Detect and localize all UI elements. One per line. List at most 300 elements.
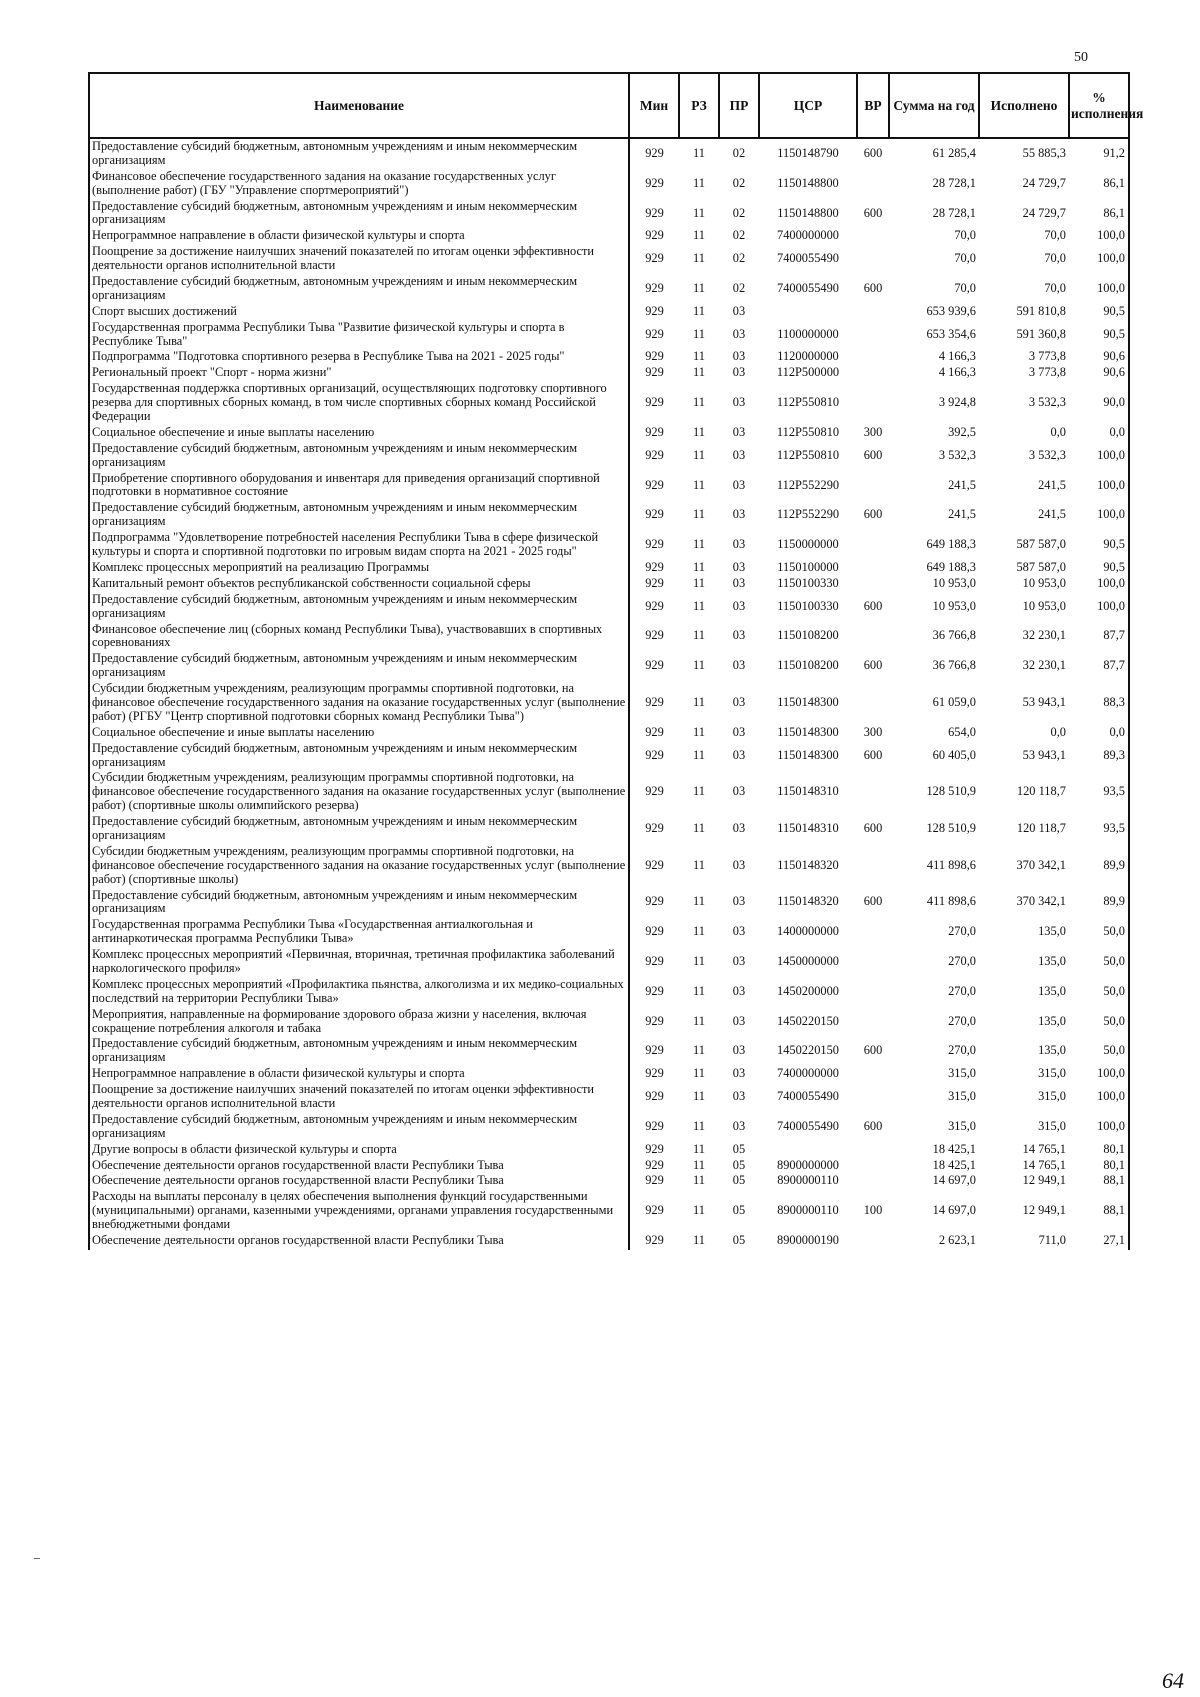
cell-csr: 112P550810 <box>776 424 840 439</box>
cell-done: 3 773,8 <box>1028 349 1066 364</box>
cell-vr: 600 <box>863 658 883 673</box>
cell-sum: 649 188,3 <box>926 537 976 552</box>
cell-pct: 50,0 <box>1069 1036 1129 1066</box>
cell-sum: 4 166,3 <box>938 349 976 364</box>
cell-done: 315,0 <box>1038 1118 1066 1133</box>
cell-rz: 11 <box>693 784 705 799</box>
cell-csr: 1120000000 <box>777 349 839 364</box>
table-body <box>89 138 1129 1249</box>
table-row <box>89 138 1129 169</box>
cell-done: 3 532,3 <box>1028 395 1066 410</box>
cell-sum: 411 898,6 <box>926 894 976 909</box>
cell-csr: 1150148300 <box>777 694 839 709</box>
cell-csr: 112P552290 <box>776 507 840 522</box>
cell-name: Спорт высших достижений <box>89 304 629 320</box>
cell-csr: 7400055490 <box>777 1089 839 1104</box>
cell-rz: 11 <box>693 1157 705 1172</box>
cell-min: 929 <box>645 857 664 872</box>
table-row <box>89 274 1129 304</box>
cell-min: 929 <box>645 537 664 552</box>
cell-csr: 1150148310 <box>777 821 839 836</box>
cell-csr: 1150108200 <box>777 658 839 673</box>
cell-sum: 70,0 <box>954 280 976 295</box>
cell-rz: 11 <box>693 954 705 969</box>
cell-done: 241,5 <box>1038 507 1066 522</box>
cell-min: 929 <box>645 658 664 673</box>
table-row <box>89 844 1129 888</box>
table-row <box>89 1007 1129 1037</box>
table-row <box>89 1158 1129 1174</box>
cell-vr <box>857 304 889 320</box>
cell-name: Предоставление субсидий бюджетным, автономным учреждениям и иным некоммерческим организациям <box>89 651 629 681</box>
margin-mark <box>34 1558 40 1559</box>
cell-name: Поощрение за достижение наилучших значений показателей по итогам оценки эффективности деятельности органов исполнительной власти <box>89 1082 629 1112</box>
cell-pct: 100,0 <box>1069 576 1129 592</box>
table-row <box>89 576 1129 592</box>
table-row <box>89 888 1129 918</box>
cell-sum: 241,5 <box>948 477 976 492</box>
cell-pr: 02 <box>732 228 746 243</box>
cell-done: 370 342,1 <box>1016 894 1066 909</box>
cell-pr: 03 <box>732 954 746 969</box>
cell-pr: 03 <box>732 747 746 762</box>
cell-rz: 11 <box>693 1141 705 1156</box>
header-pct: % исполнения <box>1069 73 1129 138</box>
cell-min: 929 <box>645 628 664 643</box>
cell-rz: 11 <box>693 145 705 160</box>
cell-csr: 1150148800 <box>777 175 839 190</box>
table-row <box>89 425 1129 441</box>
cell-pr: 03 <box>732 1013 746 1028</box>
table-row <box>89 199 1129 229</box>
cell-pct: 89,9 <box>1069 888 1129 918</box>
cell-done: 587 587,0 <box>1016 537 1066 552</box>
cell-sum: 270,0 <box>948 924 976 939</box>
table-header <box>89 73 1144 138</box>
cell-csr <box>759 304 857 320</box>
cell-vr <box>857 1066 889 1082</box>
cell-pr: 03 <box>732 658 746 673</box>
cell-pct: 50,0 <box>1069 917 1129 947</box>
cell-vr <box>857 844 889 888</box>
cell-csr: 8900000110 <box>777 1173 839 1188</box>
cell-vr <box>857 576 889 592</box>
cell-pct: 91,2 <box>1069 138 1129 169</box>
cell-rz: 11 <box>693 894 705 909</box>
cell-vr <box>857 947 889 977</box>
cell-pct: 88,1 <box>1069 1173 1129 1189</box>
cell-pct: 88,1 <box>1069 1189 1129 1233</box>
cell-min: 929 <box>645 1089 664 1104</box>
cell-csr: 7400055490 <box>777 280 839 295</box>
cell-vr <box>857 471 889 501</box>
cell-vr <box>857 169 889 199</box>
cell-done: 32 230,1 <box>1022 658 1066 673</box>
cell-pr: 03 <box>732 1089 746 1104</box>
cell-min: 929 <box>645 1233 664 1248</box>
cell-vr <box>857 365 889 381</box>
cell-done: 135,0 <box>1038 954 1066 969</box>
table-row <box>89 560 1129 576</box>
cell-done: 70,0 <box>1044 228 1066 243</box>
table-row <box>89 592 1129 622</box>
table-row <box>89 471 1129 501</box>
cell-vr <box>857 530 889 560</box>
cell-pct: 89,9 <box>1069 844 1129 888</box>
table-row <box>89 725 1129 741</box>
cell-min: 929 <box>645 954 664 969</box>
cell-min: 929 <box>645 1173 664 1188</box>
table-row <box>89 441 1129 471</box>
cell-pct: 87,7 <box>1069 651 1129 681</box>
cell-sum: 18 425,1 <box>932 1157 976 1172</box>
cell-done: 120 118,7 <box>1016 821 1066 836</box>
cell-done: 12 949,1 <box>1022 1173 1066 1188</box>
cell-name: Предоставление субсидий бюджетным, автономным учреждениям и иным некоммерческим организациям <box>89 1112 629 1142</box>
cell-rz: 11 <box>693 1233 705 1248</box>
cell-min: 929 <box>645 559 664 574</box>
cell-pct: 90,5 <box>1069 320 1129 350</box>
cell-pr: 03 <box>732 365 746 380</box>
cell-vr: 600 <box>863 821 883 836</box>
cell-pr: 05 <box>732 1173 746 1188</box>
cell-sum: 36 766,8 <box>932 658 976 673</box>
cell-rz: 11 <box>693 857 705 872</box>
cell-csr: 1100000000 <box>777 326 839 341</box>
cell-rz: 11 <box>693 559 705 574</box>
budget-table-container <box>88 72 1144 1250</box>
header-min: Мин <box>629 73 679 138</box>
cell-pct: 100,0 <box>1069 228 1129 244</box>
cell-vr <box>857 977 889 1007</box>
cell-rz: 11 <box>693 1043 705 1058</box>
cell-sum: 649 188,3 <box>926 559 976 574</box>
cell-csr: 8900000190 <box>777 1233 839 1248</box>
table-row <box>89 244 1129 274</box>
cell-csr: 1450220150 <box>777 1043 839 1058</box>
table-row <box>89 1066 1129 1082</box>
cell-min: 929 <box>645 1141 664 1156</box>
cell-vr: 600 <box>863 1043 883 1058</box>
cell-csr: 8900000000 <box>777 1157 839 1172</box>
cell-name: Обеспечение деятельности органов государственной власти Республики Тыва <box>89 1173 629 1189</box>
cell-pr: 03 <box>732 857 746 872</box>
cell-vr: 600 <box>863 145 883 160</box>
cell-sum: 411 898,6 <box>926 857 976 872</box>
header-rz: РЗ <box>679 73 719 138</box>
cell-name: Предоставление субсидий бюджетным, автономным учреждениям и иным некоммерческим организациям <box>89 888 629 918</box>
cell-pr: 03 <box>732 821 746 836</box>
cell-name: Субсидии бюджетным учреждениям, реализующим программы спортивной подготовки, на финансовое обеспечение государственного задания на оказание государственных услуг (выполнение работ) (спортивные школы олимпийского резерва) <box>89 770 629 814</box>
cell-csr: 112P552290 <box>776 477 840 492</box>
cell-min: 929 <box>645 1066 664 1081</box>
table-row <box>89 530 1129 560</box>
cell-done: 315,0 <box>1038 1066 1066 1081</box>
cell-sum: 10 953,0 <box>932 598 976 613</box>
budget-execution-table <box>88 72 1144 1250</box>
cell-pct: 89,3 <box>1069 741 1129 771</box>
cell-sum: 653 939,6 <box>926 303 976 318</box>
table-row <box>89 349 1129 365</box>
cell-done: 70,0 <box>1044 280 1066 295</box>
cell-vr <box>857 1142 889 1158</box>
cell-pr: 03 <box>732 477 746 492</box>
cell-pct: 100,0 <box>1069 274 1129 304</box>
cell-sum: 4 166,3 <box>938 365 976 380</box>
cell-rz: 11 <box>693 983 705 998</box>
table-row <box>89 1082 1129 1112</box>
table-row <box>89 770 1129 814</box>
cell-vr: 600 <box>863 280 883 295</box>
cell-name: Непрограммное направление в области физической культуры и спорта <box>89 1066 629 1082</box>
cell-name: Поощрение за достижение наилучших значений показателей по итогам оценки эффективности деятельности органов исполнительной власти <box>89 244 629 274</box>
cell-min: 929 <box>645 598 664 613</box>
cell-min: 929 <box>645 983 664 998</box>
cell-min: 929 <box>645 365 664 380</box>
cell-pct: 87,7 <box>1069 622 1129 652</box>
cell-pr: 03 <box>732 575 746 590</box>
cell-pct: 50,0 <box>1069 947 1129 977</box>
cell-sum: 270,0 <box>948 983 976 998</box>
cell-sum: 61 059,0 <box>932 694 976 709</box>
cell-min: 929 <box>645 303 664 318</box>
cell-min: 929 <box>645 1203 664 1218</box>
cell-csr: 7400000000 <box>777 228 839 243</box>
cell-vr <box>857 349 889 365</box>
cell-name: Финансовое обеспечение государственного задания на оказание государственных услуг (выполнение работ) (ГБУ "Управление спортмероприятий") <box>89 169 629 199</box>
cell-pr: 03 <box>732 784 746 799</box>
cell-rz: 11 <box>693 365 705 380</box>
cell-done: 135,0 <box>1038 983 1066 998</box>
cell-name: Государственная программа Республики Тыва «Государственная антиалкогольная и антинаркотическая программа Республики Тыва» <box>89 917 629 947</box>
cell-pr: 03 <box>732 1066 746 1081</box>
cell-name: Государственная программа Республики Тыва "Развитие физической культуры и спорта в Республике Тыва" <box>89 320 629 350</box>
cell-pct: 100,0 <box>1069 1082 1129 1112</box>
cell-pr: 03 <box>732 724 746 739</box>
handwritten-page-mark: 64 <box>1162 1668 1184 1693</box>
cell-sum: 28 728,1 <box>932 175 976 190</box>
cell-pr: 03 <box>732 559 746 574</box>
cell-done: 135,0 <box>1038 1043 1066 1058</box>
cell-sum: 70,0 <box>954 251 976 266</box>
cell-sum: 241,5 <box>948 507 976 522</box>
table-row <box>89 977 1129 1007</box>
cell-sum: 270,0 <box>948 1013 976 1028</box>
cell-sum: 270,0 <box>948 1043 976 1058</box>
cell-csr: 7400000000 <box>777 1066 839 1081</box>
cell-pct: 93,5 <box>1069 814 1129 844</box>
cell-sum: 60 405,0 <box>932 747 976 762</box>
cell-sum: 61 285,4 <box>932 145 976 160</box>
cell-vr <box>857 1007 889 1037</box>
cell-pr: 03 <box>732 983 746 998</box>
cell-pct: 90,5 <box>1069 530 1129 560</box>
cell-done: 587 587,0 <box>1016 559 1066 574</box>
cell-sum: 270,0 <box>948 954 976 969</box>
cell-rz: 11 <box>693 507 705 522</box>
cell-name: Предоставление субсидий бюджетным, автономным учреждениям и иным некоммерческим организациям <box>89 1036 629 1066</box>
cell-rz: 11 <box>693 1173 705 1188</box>
cell-name: Государственная поддержка спортивных организаций, осуществляющих подготовку спортивного резерва для спортивных сборных команд, в том числе спортивных сборных команд Российской Федерации <box>89 381 629 425</box>
cell-pct: 100,0 <box>1069 500 1129 530</box>
cell-vr <box>857 681 889 725</box>
table-row <box>89 741 1129 771</box>
cell-name: Предоставление субсидий бюджетным, автономным учреждениям и иным некоммерческим организациям <box>89 592 629 622</box>
cell-pr: 02 <box>732 251 746 266</box>
cell-min: 929 <box>645 424 664 439</box>
cell-pct: 50,0 <box>1069 1007 1129 1037</box>
cell-name: Предоставление субсидий бюджетным, автономным учреждениям и иным некоммерческим организациям <box>89 441 629 471</box>
cell-done: 3 532,3 <box>1028 447 1066 462</box>
table-row <box>89 917 1129 947</box>
cell-sum: 654,0 <box>948 724 976 739</box>
cell-csr: 112P550810 <box>776 447 840 462</box>
cell-csr: 1450000000 <box>777 954 839 969</box>
cell-pct: 100,0 <box>1069 1066 1129 1082</box>
cell-vr <box>857 1158 889 1174</box>
header-csr: ЦСР <box>759 73 857 138</box>
cell-pct: 90,6 <box>1069 365 1129 381</box>
cell-done: 32 230,1 <box>1022 628 1066 643</box>
cell-pct: 90,5 <box>1069 560 1129 576</box>
cell-rz: 11 <box>693 724 705 739</box>
cell-csr <box>759 1142 857 1158</box>
table-row <box>89 1036 1129 1066</box>
cell-csr: 112P550810 <box>776 395 840 410</box>
cell-pr: 03 <box>732 349 746 364</box>
cell-sum: 653 354,6 <box>926 326 976 341</box>
cell-sum: 315,0 <box>948 1118 976 1133</box>
cell-name: Предоставление субсидий бюджетным, автономным учреждениям и иным некоммерческим организациям <box>89 741 629 771</box>
cell-vr <box>857 917 889 947</box>
table-row <box>89 365 1129 381</box>
cell-done: 12 949,1 <box>1022 1203 1066 1218</box>
cell-rz: 11 <box>693 1089 705 1104</box>
table-row <box>89 622 1129 652</box>
cell-min: 929 <box>645 1118 664 1133</box>
cell-pct: 86,1 <box>1069 199 1129 229</box>
cell-csr: 1150148300 <box>777 724 839 739</box>
cell-rz: 11 <box>693 175 705 190</box>
cell-pr: 03 <box>732 1043 746 1058</box>
cell-rz: 11 <box>693 1203 705 1218</box>
cell-done: 135,0 <box>1038 1013 1066 1028</box>
cell-sum: 128 510,9 <box>926 821 976 836</box>
cell-done: 55 885,3 <box>1022 145 1066 160</box>
table-row <box>89 500 1129 530</box>
cell-min: 929 <box>645 477 664 492</box>
cell-pr: 03 <box>732 326 746 341</box>
cell-vr <box>857 770 889 814</box>
cell-vr <box>857 1082 889 1112</box>
cell-name: Обеспечение деятельности органов государственной власти Республики Тыва <box>89 1233 629 1249</box>
cell-pr: 03 <box>732 537 746 552</box>
header-vr: ВР <box>857 73 889 138</box>
cell-min: 929 <box>645 575 664 590</box>
cell-vr: 600 <box>863 747 883 762</box>
header-name: Наименование <box>89 73 629 138</box>
cell-name: Подпрограмма "Удовлетворение потребностей населения Республики Тыва в сфере физической культуры и спорта и спортивной подготовки по игровым видам спорта на 2021 - 2025 годы" <box>89 530 629 560</box>
cell-done: 0,0 <box>1050 424 1066 439</box>
cell-name: Социальное обеспечение и иные выплаты населению <box>89 725 629 741</box>
cell-done: 591 360,8 <box>1016 326 1066 341</box>
cell-pr: 03 <box>732 303 746 318</box>
cell-pr: 02 <box>732 175 746 190</box>
cell-pr: 03 <box>732 924 746 939</box>
table-row <box>89 1173 1129 1189</box>
cell-pr: 03 <box>732 507 746 522</box>
cell-csr: 1150148800 <box>777 205 839 220</box>
cell-csr: 7400055490 <box>777 1118 839 1133</box>
cell-vr <box>857 1173 889 1189</box>
cell-name: Субсидии бюджетным учреждениям, реализующим программы спортивной подготовки, на финансовое обеспечение государственного задания на оказание государственных услуг (выполнение работ) (спортивные школы) <box>89 844 629 888</box>
cell-sum: 14 697,0 <box>932 1203 976 1218</box>
cell-sum: 70,0 <box>954 228 976 243</box>
cell-csr: 1150100330 <box>777 598 839 613</box>
cell-done: 53 943,1 <box>1022 747 1066 762</box>
cell-pr: 03 <box>732 894 746 909</box>
cell-rz: 11 <box>693 628 705 643</box>
page-number: 50 <box>1074 50 1088 65</box>
header-pr: ПР <box>719 73 759 138</box>
cell-pr: 03 <box>732 628 746 643</box>
cell-min: 929 <box>645 924 664 939</box>
cell-rz: 11 <box>693 694 705 709</box>
cell-name: Расходы на выплаты персоналу в целях обеспечения выполнения функций государственными (муниципальными) органами, казенными учреждениями, органами управления государственными внебюджетными фондами <box>89 1189 629 1233</box>
cell-pct: 100,0 <box>1069 471 1129 501</box>
cell-done: 24 729,7 <box>1022 175 1066 190</box>
cell-csr: 1150100000 <box>777 559 839 574</box>
cell-min: 929 <box>645 821 664 836</box>
cell-vr: 600 <box>863 894 883 909</box>
cell-sum: 14 697,0 <box>932 1173 976 1188</box>
cell-min: 929 <box>645 145 664 160</box>
cell-vr: 600 <box>863 507 883 522</box>
cell-csr: 1150148310 <box>777 784 839 799</box>
cell-csr: 1150148790 <box>777 145 839 160</box>
cell-done: 370 342,1 <box>1016 857 1066 872</box>
cell-done: 14 765,1 <box>1022 1141 1066 1156</box>
cell-pr: 03 <box>732 395 746 410</box>
table-row <box>89 947 1129 977</box>
cell-vr: 100 <box>863 1203 883 1218</box>
cell-rz: 11 <box>693 424 705 439</box>
cell-done: 14 765,1 <box>1022 1157 1066 1172</box>
table-row <box>89 814 1129 844</box>
cell-pr: 03 <box>732 694 746 709</box>
cell-pr: 05 <box>732 1141 746 1156</box>
cell-pr: 05 <box>732 1203 746 1218</box>
cell-min: 929 <box>645 747 664 762</box>
cell-name: Социальное обеспечение и иные выплаты населению <box>89 425 629 441</box>
cell-name: Предоставление субсидий бюджетным, автономным учреждениям и иным некоммерческим организациям <box>89 274 629 304</box>
cell-min: 929 <box>645 724 664 739</box>
cell-min: 929 <box>645 447 664 462</box>
cell-sum: 3 924,8 <box>938 395 976 410</box>
table-row <box>89 320 1129 350</box>
cell-name: Приобретение спортивного оборудования и инвентаря для приведения организаций спортивной подготовки в нормативное состояние <box>89 471 629 501</box>
table-row <box>89 169 1129 199</box>
table-row <box>89 381 1129 425</box>
cell-pct: 90,6 <box>1069 349 1129 365</box>
cell-pr: 02 <box>732 145 746 160</box>
cell-name: Капитальный ремонт объектов республиканской собственности социальной сферы <box>89 576 629 592</box>
cell-pct: 0,0 <box>1069 725 1129 741</box>
cell-done: 10 953,0 <box>1022 598 1066 613</box>
cell-min: 929 <box>645 280 664 295</box>
cell-vr: 600 <box>863 1118 883 1133</box>
cell-csr: 1150108200 <box>777 628 839 643</box>
